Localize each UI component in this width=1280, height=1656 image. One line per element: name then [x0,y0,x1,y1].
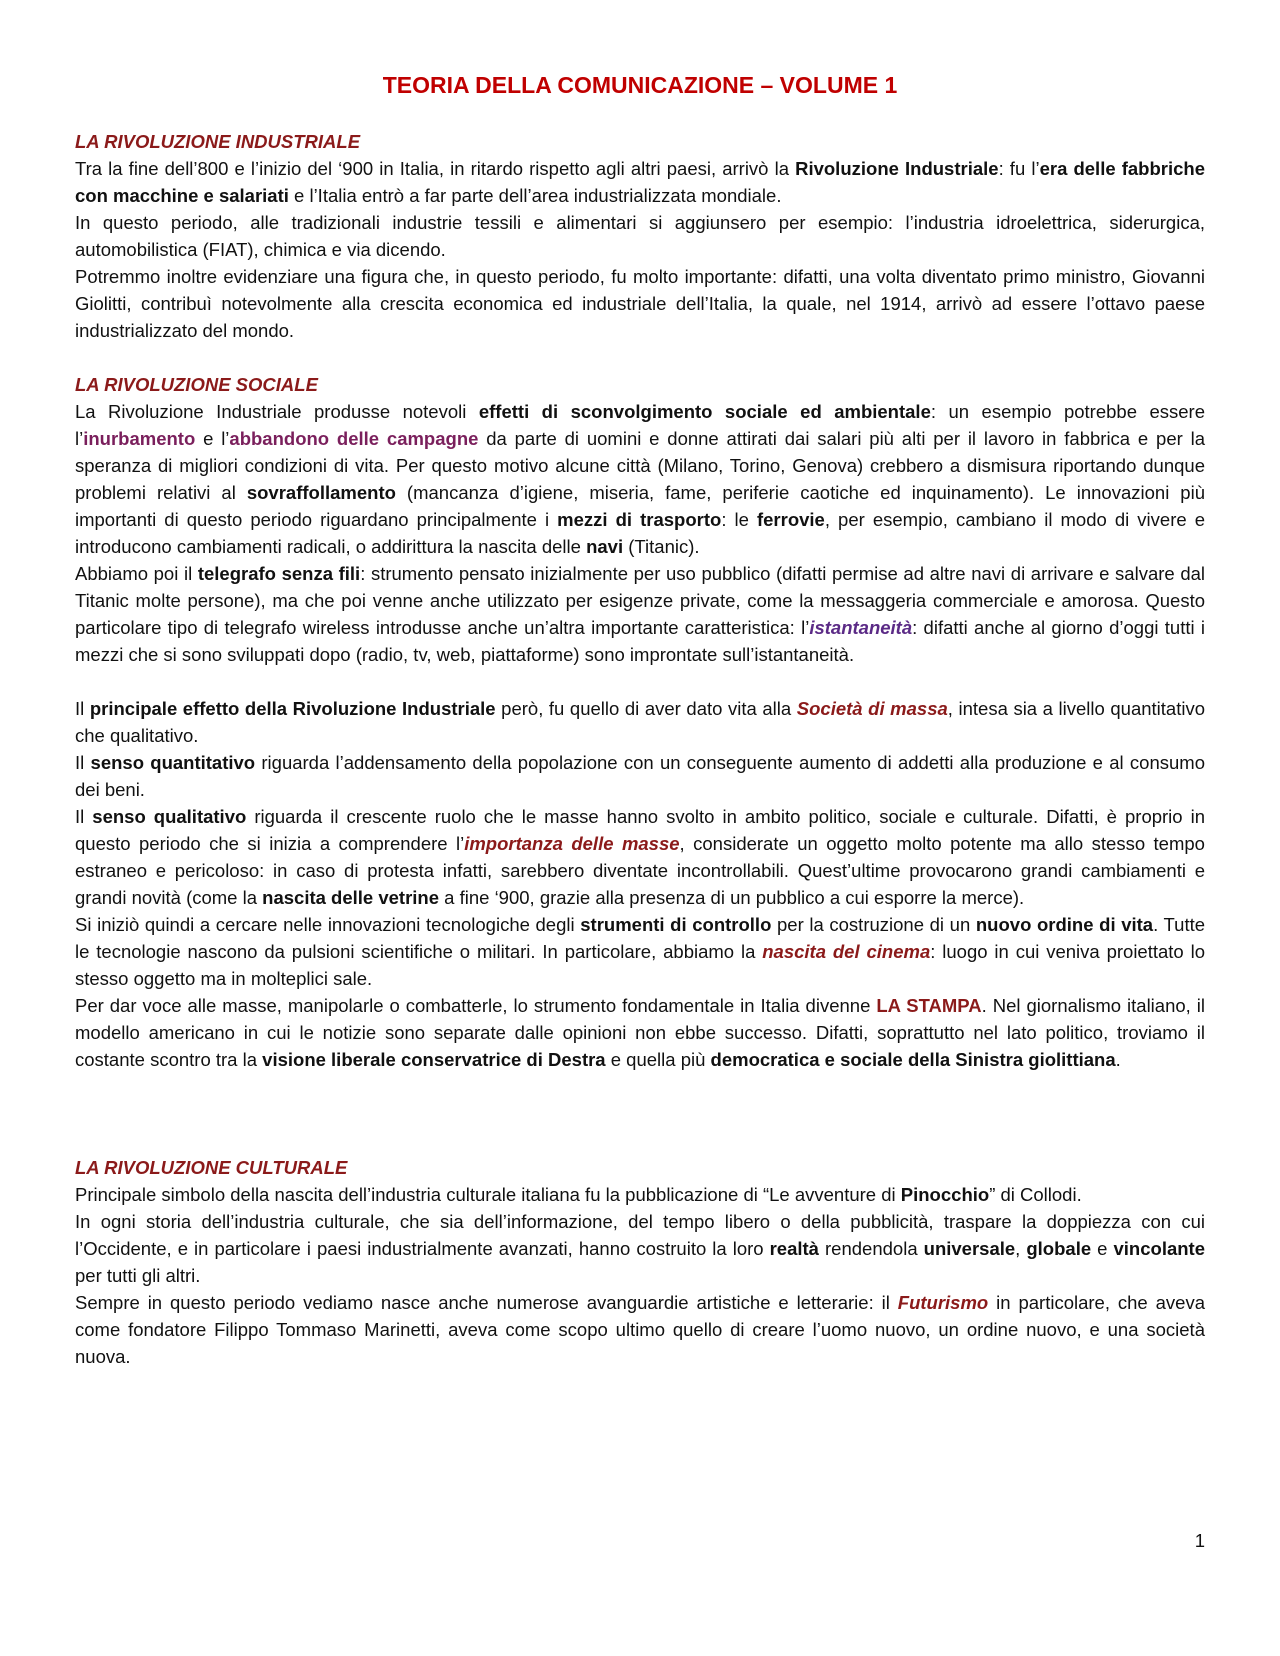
paragraph: Il principale effetto della Rivoluzione Industriale però, fu quello di aver dato vita alla Società di massa, intesa sia a livello quantitativo che qualitativo. [75,698,1206,746]
paragraph: Il senso quantitativo riguarda l’addensamento della popolazione con un conseguente aumento di addetti alla produzione e al consumo dei beni. [75,752,1205,800]
paragraph: In questo periodo, alle tradizionali industrie tessili e alimentari si aggiunsero per esempio: l’industria idroelettrica, siderurgica, automobilistica (FIAT), chimica e via dicendo. [75,212,1205,260]
paragraph: Tra la fine dell’800 e l’inizio del ‘900 in Italia, in ritardo rispetto agli altri paesi, arrivò la Rivoluzione Industriale: fu l’era delle fabbriche con macchine e salariati e l’Italia entrò a far parte dell’area industrializzata mondiale. [75,158,1205,206]
section-heading-culturale: LA RIVOLUZIONE CULTURALE [75,1157,348,1178]
paragraph: Principale simbolo della nascita dell’industria culturale italiana fu la pubblicazione di “Le avventure di Pinocchio” di Collodi. [75,1184,1082,1205]
section-heading-industriale: LA RIVOLUZIONE INDUSTRIALE [75,131,361,152]
section-heading-sociale: LA RIVOLUZIONE SOCIALE [75,374,318,395]
paragraph: In ogni storia dell’industria culturale, che sia dell’informazione, del tempo libero o della pubblicità, traspare la doppiezza con cui l’Occidente, e in particolare i paesi industrialmente avanzati, hanno costruito la loro realtà rendendola universale, globale e vincolante per tutti gli altri. [75,1211,1205,1286]
document-title: TEORIA DELLA COMUNICAZIONE – VOLUME 1 [382,72,898,98]
paragraph: Sempre in questo periodo vediamo nasce anche numerose avanguardie artistiche e letterarie: il Futurismo in particolare, che aveva come fondatore Filippo Tommaso Marinetti, aveva come scopo ultimo quello di creare l’uomo nuovo, un ordine nuovo, e una società nuova. [75,1292,1206,1367]
paragraph: Abbiamo poi il telegrafo senza fili: strumento pensato inizialmente per uso pubblico (difatti permise ad altre navi di arrivare e salvare dal Titanic molte persone), ma che poi venne anche utilizzato per esigenze private, come la messaggeria commerciale e amorosa. Questo particolare tipo di telegrafo wireless introdusse anche un’altra importante caratteristica: l’istantaneità: difatti anche al giorno d’oggi tutti i mezzi che si sono sviluppati dopo (radio, tv, web, piattaforme) sono improntate sull’istantaneità. [75,563,1206,665]
paragraph: La Rivoluzione Industriale produsse notevoli effetti di sconvolgimento sociale ed ambientale: un esempio potrebbe essere l’inurbamento e l’abbandono delle campagne da parte di uomini e donne attirati dai salari più alti per il lavoro in fabbrica e per la speranza di migliori condizioni di vita. Per questo motivo alcune città (Milano, Torino, Genova) crebbero a dismisura riportando dunque problemi relativi al sovraffollamento (mancanza d’igiene, miseria, fame, periferie caotiche ed inquinamento). Le innovazioni più importanti di questo periodo riguardano principalmente i mezzi di trasporto: le ferrovie, per esempio, cambiano il modo di vivere e introducono cambiamenti radicali, o addirittura la nascita delle navi (Titanic). [75,401,1206,557]
page-number: 1 [1194,1530,1205,1551]
paragraph: Il senso qualitativo riguarda il crescente ruolo che le masse hanno svolto in ambito politico, sociale e culturale. Difatti, è proprio in questo periodo che si inizia a comprendere l’importanza delle masse, considerate un oggetto molto potente ma allo stesso tempo estraneo e pericoloso: in caso di protesta infatti, sarebbero diventate incontrollabili. Quest’ultime provocarono grandi cambiamenti e grandi novità (come la nascita delle vetrine a fine ‘900, grazie alla presenza di un pubblico a cui esporre la merce). [75,806,1206,908]
paragraph: Si iniziò quindi a cercare nelle innovazioni tecnologiche degli strumenti di controllo per la costruzione di un nuovo ordine di vita. Tutte le tecnologie nascono da pulsioni scientifiche o militari. In particolare, abbiamo la nascita del cinema: luogo in cui veniva proiettato lo stesso oggetto ma in molteplici sale. [75,914,1206,989]
document-page [75,70,1205,1370]
paragraph: Potremmo inoltre evidenziare una figura che, in questo periodo, fu molto importante: difatti, una volta diventato primo ministro, Giovanni Giolitti, contribuì notevolmente alla crescita economica ed industriale dell’Italia, la quale, nel 1914, arrivò ad essere l’ottavo paese industrializzato del mondo. [75,266,1205,341]
paragraph: Per dar voce alle masse, manipolarle o combatterle, lo strumento fondamentale in Italia divenne LA STAMPA. Nel giornalismo italiano, il modello americano in cui le notizie sono separate dalle opinioni non ebbe successo. Difatti, soprattutto nel lato politico, troviamo il costante scontro tra la visione liberale conservatrice di Destra e quella più democratica e sociale della Sinistra giolittiana. [75,995,1205,1070]
